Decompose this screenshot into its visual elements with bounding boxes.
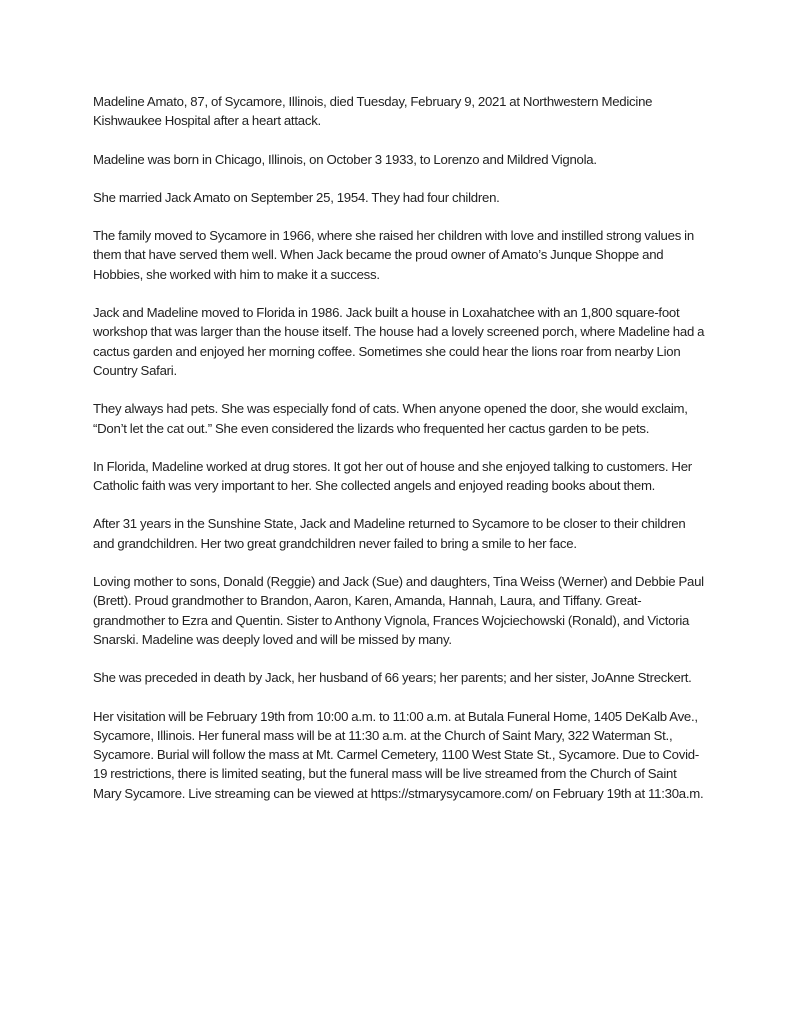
- paragraph-survivors: Loving mother to sons, Donald (Reggie) and Jack (Sue) and daughters, Tina Weiss (Werner) and Debbie Paul (Brett). Proud grandmother to Brandon, Aaron, Karen, Amanda, Hannah, Laura, and Tiffany. Great-grandmother to Ezra and Quentin. Sister to Anthony Vignola, Frances Wojciechowski (Ronald), and Victoria Snarski. Madeline was deeply loved and will be missed by many.: [93, 574, 704, 647]
- obituary-document: [93, 92, 705, 822]
- paragraph-pets: They always had pets. She was especially fond of cats. When anyone opened the door, she would exclaim, “Don’t let the cat out.” She even considered the lizards who frequented her cactus garden to be pets.: [93, 401, 688, 436]
- paragraph-preceded: She was preceded in death by Jack, her husband of 66 years; her parents; and her sister, JoAnne Streckert.: [93, 670, 692, 686]
- paragraph-marriage: She married Jack Amato on September 25, 1954. They had four children.: [93, 189, 500, 205]
- paragraph-florida-move: Jack and Madeline moved to Florida in 1986. Jack built a house in Loxahatchee with an 1,800 square-foot workshop that was larger than the house itself. The house had a lovely screened porch, where Madeline had a cactus garden and enjoyed her morning coffee. Sometimes she could hear the lions roar from nearby Lion Country Safari.: [93, 305, 705, 378]
- paragraph-birth: Madeline was born in Chicago, Illinois, on October 3 1933, to Lorenzo and Mildred Vignola.: [93, 151, 597, 167]
- paragraph-return-sycamore: After 31 years in the Sunshine State, Jack and Madeline returned to Sycamore to be closer to their children and grandchildren. Her two great grandchildren never failed to bring a smile to her face.: [93, 516, 686, 551]
- paragraph-death-notice: Madeline Amato, 87, of Sycamore, Illinois, died Tuesday, February 9, 2021 at Northwestern Medicine Kishwaukee Hospital after a heart attack.: [93, 94, 653, 129]
- paragraph-florida-work: In Florida, Madeline worked at drug stores. It got her out of house and she enjoyed talking to customers. Her Catholic faith was very important to her. She collected angels and enjoyed reading books about them.: [93, 458, 692, 494]
- paragraph-services: Her visitation will be February 19th from 10:00 a.m. to 11:00 a.m. at Butala Funeral Home, 1405 DeKalb Ave., Sycamore, Illinois. Her funeral mass will be at 11:30 a.m. at the Church of Saint Mary, 322 Waterman St., Sycamore. Burial will follow the mass at Mt. Carmel Cemetery, 1100 West State St., Sycamore. Due to Covid-19 restrictions, there is limited seating, but the funeral mass will be live streamed from the Church of Saint Mary Sycamore. Live streaming can be viewed at https://stmarysycamore.com/ on February 19th at 11:30a.m.: [93, 708, 704, 801]
- paragraph-sycamore-family: The family moved to Sycamore in 1966, where she raised her children with love and instilled strong values in them that have served them well. When Jack became the proud owner of Amato’s Junque Shoppe and Hobbies, she worked with him to make it a success.: [93, 228, 694, 282]
